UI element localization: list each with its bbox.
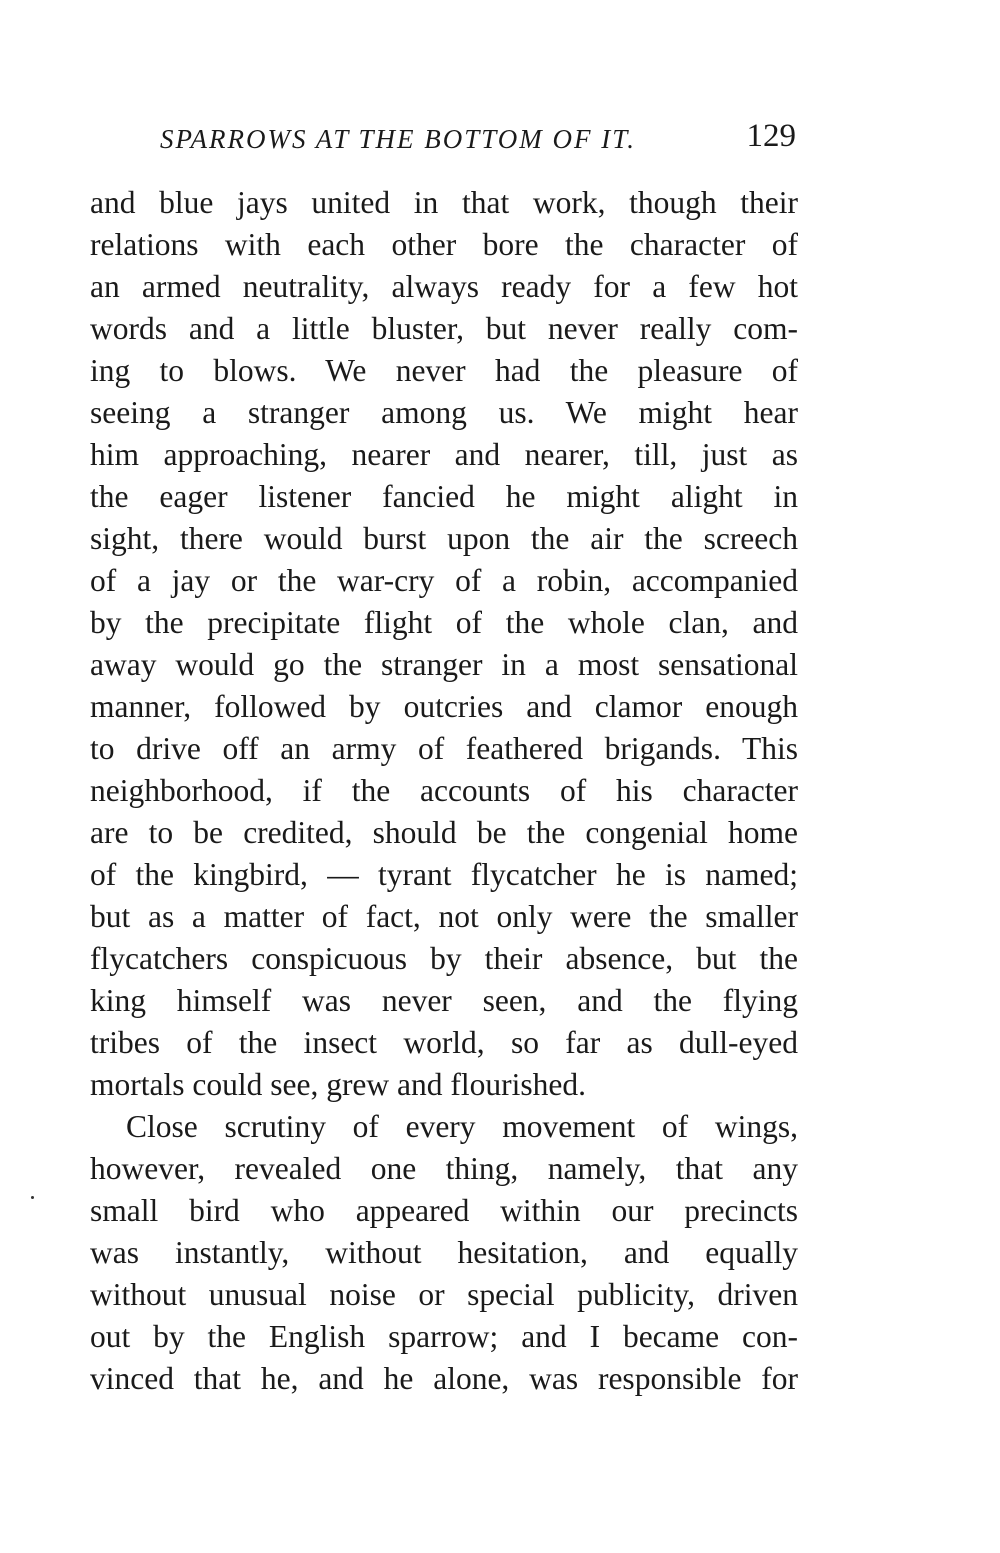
text-line: flycatchers conspicuous by their absence, but the — [90, 941, 798, 976]
running-head — [160, 118, 796, 158]
text-line: was instantly, without hesitation, and equally — [90, 1235, 798, 1270]
text-line: an armed neutrality, always ready for a few hot — [90, 269, 798, 304]
text-line: king himself was never seen, and the flying — [90, 983, 798, 1018]
text-line: however, revealed one thing, namely, that any — [90, 1151, 798, 1186]
text-line: without unusual noise or special publicity, driven — [90, 1277, 798, 1312]
text-line: sight, there would burst upon the air the screech — [90, 521, 798, 556]
text-line: by the precipitate flight of the whole clan, and — [90, 605, 798, 640]
text-line: mortals could see, grew and flourished. — [90, 1067, 586, 1102]
text-line: of the kingbird, — tyrant flycatcher he is named; — [90, 857, 798, 892]
text-line: of a jay or the war-cry of a robin, accompanied — [90, 563, 798, 598]
text-line: seeing a stranger among us. We might hear — [90, 395, 798, 430]
paragraph-1 — [90, 182, 798, 1106]
text-line: Close scrutiny of every movement of wings, — [126, 1109, 798, 1144]
text-line: are to be credited, should be the congenial home — [90, 815, 798, 850]
text-line: tribes of the insect world, so far as dull-eyed — [90, 1025, 798, 1060]
text-line: relations with each other bore the character of — [90, 227, 798, 262]
text-line: small bird who appeared within our precincts — [90, 1193, 798, 1228]
text-line: him approaching, nearer and nearer, till, just as — [90, 437, 798, 472]
text-line: neighborhood, if the accounts of his character — [90, 773, 798, 808]
text-line: away would go the stranger in a most sensational — [90, 647, 798, 682]
text-line: manner, followed by outcries and clamor enough — [90, 689, 798, 724]
scan-speck — [31, 1196, 34, 1199]
text-line: but as a matter of fact, not only were the smaller — [90, 899, 798, 934]
text-line: vinced that he, and he alone, was responsible for — [90, 1361, 798, 1396]
text-line: and blue jays united in that work, though their — [90, 185, 798, 220]
page-number: 129 — [746, 118, 796, 154]
text-line: to drive off an army of feathered brigands. This — [90, 731, 798, 766]
text-line: ing to blows. We never had the pleasure of — [90, 353, 798, 388]
running-title: SPARROWS AT THE BOTTOM OF IT. — [160, 124, 637, 154]
text-line: the eager listener fancied he might alight in — [90, 479, 798, 514]
text-line: out by the English sparrow; and I became con- — [90, 1319, 798, 1354]
paragraph-2 — [90, 1106, 798, 1400]
text-line: words and a little bluster, but never really com- — [90, 311, 798, 346]
body-text — [90, 182, 798, 1400]
